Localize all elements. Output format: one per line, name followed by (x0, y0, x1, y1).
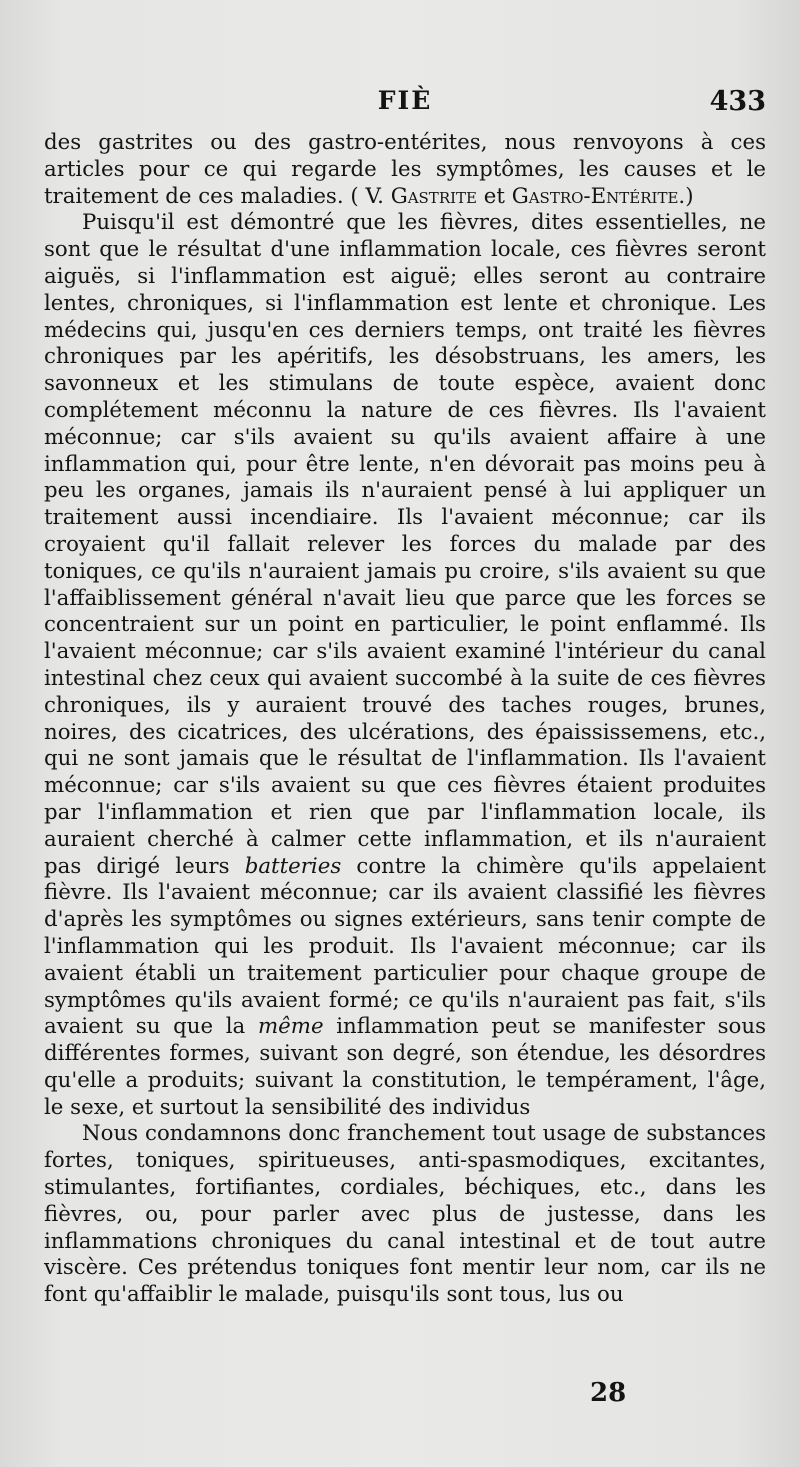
page-number: 433 (709, 86, 766, 117)
body-text (44, 130, 766, 1309)
text-segment: des gastrites ou des gastro-entérites, nous renvoyons à ces articles pour ce qui regarde les symptômes, les causes et le traitement de ces maladies. ( V. (44, 130, 766, 209)
signature-mark: 28 (590, 1378, 627, 1408)
text-segment: contre la chimère qu'ils appelaient fièvre. Ils l'avaient méconnue; car ils avaient classifié les fièvres d'après les symptômes ou signes extérieurs, sans tenir compte de l'inflammation qui les produit. Ils l'avaient méconnue; car ils avaient établi un traitement particulier pour chaque groupe de symptômes qu'ils avaient formé; ce qu'ils n'auraient pas fait, s'ils avaient su que la (44, 853, 766, 1040)
cross-reference: Gastro-Entérite (511, 183, 679, 209)
text-segment: Puisqu'il est démontré que les fièvres, dites essentielles, ne sont que le résultat d'une inflammation locale, ces fièvres seront aiguës, si l'inflammation est aiguë; elles seront au contraire lentes, chroniques, si l'inflammation est lente et chronique. Les médecins qui, jusqu'en ces derniers temps, ont traité les fièvres chroniques par les apéritifs, les désobstruans, les amers, les savonneux et les stimulans de toute espèce, avaient donc complétement méconnu la nature de ces fièvres. Ils l'avaient méconnue; car s'ils avaient su qu'ils avaient affaire à une inflammation qui, pour être lente, n'en dévorait pas moins peu à peu les organes, jamais ils n'auraient pensé à lui appliquer un traitement aussi incendiaire. Ils l'avaient méconnue; car ils croyaient qu'il fallait relever les forces du malade par des toniques, ce qu'ils n'auraient jamais pu croire, s'ils avaient su que l'affaiblissement général n'avait lieu que parce que les forces se concentraient sur un point en particulier, le point enflammé. Ils l'avaient méconnue; car s'ils avaient examiné l'intérieur du canal intestinal chez ceux qui avaient succombé à la suite de ces fièvres chroniques, ils y auraient trouvé des taches rouges, brunes, noires, des cicatrices, des ulcérations, des épaississemens, etc., qui ne sont jamais que le résultat de l'inflammation. Ils l'avaient méconnue; car s'ils avaient su que ces fièvres étaient produites par l'inflammation et rien que par l'inflammation locale, ils auraient cherché à calmer cette inflammation, et ils n'auraient pas dirigé leurs (44, 210, 766, 879)
running-head: FIÈ (377, 86, 433, 115)
italic-term: batteries (244, 853, 342, 879)
text-segment: Nous condamnons donc franchement tout usage de substances fortes, toniques, spiritueuses, anti-spasmodiques, excitantes, stimulantes, fortifiantes, cordiales, béchiques, etc., dans les fièvres, ou, pour parler avec plus de justesse, dans les inflammations chroniques du canal intestinal et de tout autre viscère. Ces prétendus toniques font mentir leur nom, car ils ne font qu'affaiblir le malade, puisqu'ils sont tous, lus ou (44, 1121, 766, 1308)
paragraph (44, 210, 766, 1121)
paragraph (44, 1121, 766, 1309)
text-segment: inflammation peut se manifester sous différentes formes, suivant son degré, son étendue, les désordres qu'elle a produits; suivant la constitution, le tempérament, l'âge, le sexe, et surtout la sensibilité des individus (44, 1014, 766, 1120)
italic-term: même (257, 1014, 324, 1040)
text-segment: .) (678, 183, 694, 209)
text-segment: et (477, 183, 512, 209)
page-header (44, 86, 766, 126)
paragraph-continuation (44, 130, 766, 210)
cross-reference: Gastrite (390, 183, 477, 209)
